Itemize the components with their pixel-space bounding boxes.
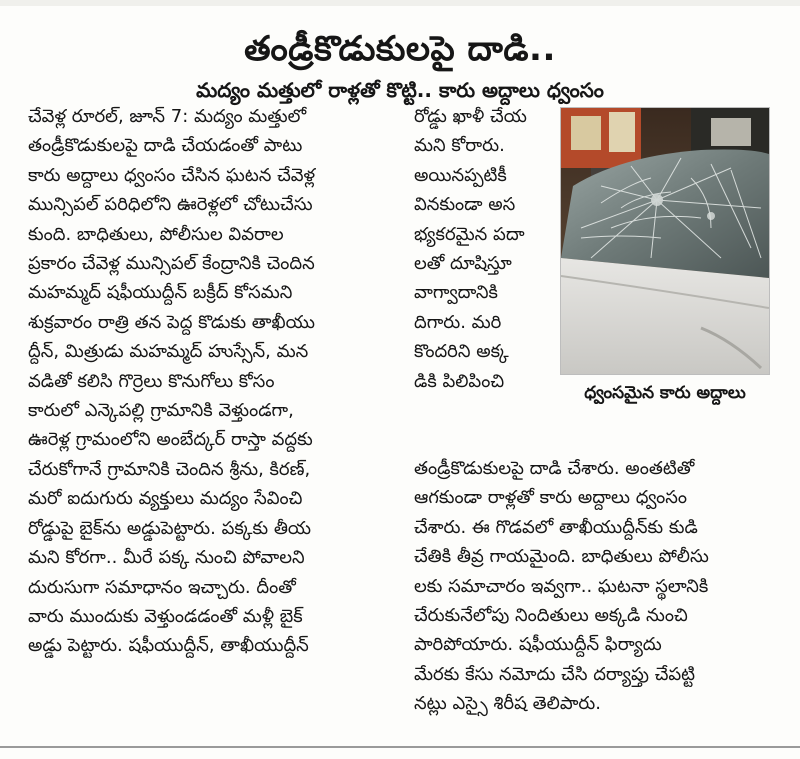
article-text-line: మని కోరగా.. మీరే పక్క నుంచి పోవాలని: [28, 547, 305, 569]
article-text-line: దిగారు. మరి: [414, 311, 502, 333]
clipped-previous-headline-strip: [0, 0, 800, 6]
article-text-line: డికి పిలిపించి: [414, 370, 505, 392]
article-text-line: చేశారు. ఈ గొడవలో తాఖీయుద్దీన్‌కు కుడి: [414, 516, 698, 538]
article-body-bottom-right-column: [414, 454, 774, 719]
article-text-line: మని కోరారు.: [414, 135, 505, 157]
article-text-line: తండ్రీకొడుకులపై దాడి చేశారు. అంతటితో: [414, 458, 695, 479]
article-text-line: లతో దూషిస్తూ: [414, 253, 512, 275]
photo-caption: ధ్వంసమైన కారు అద్దాలు: [584, 383, 746, 403]
article-text-line: వారు ముందుకు వెళ్తుండడంతో మళ్లీ బైక్: [28, 605, 303, 627]
article-text-line: అయినప్పటికీ: [414, 164, 507, 186]
article-text-line: మహమ్మద్ షఫీయుద్దీన్ బక్రీద్ కోసమని: [28, 282, 293, 304]
article-text-line: ద్దీన్, మిత్రుడు మహమ్మద్ హుస్సేన్, మన: [28, 341, 309, 363]
article-headline: తండ్రీకొడుకులపై దాడి..: [244, 28, 556, 69]
article-text-line: వాగ్వాదానికి: [414, 282, 498, 304]
article-text-line: చేతికి తీవ్ర గాయమైంది. బాధితులు పోలీసు: [414, 546, 709, 568]
article-text-line: మరో ఐదుగురు వ్యక్తులు మద్యం సేవించి: [28, 488, 303, 510]
article-text-line: కారులో ఎన్కెపల్లి గ్రామానికి వెళ్తుండగా,: [28, 400, 294, 422]
article-text-line: ఆగకుండా రాళ్లతో కారు అద్దాలు ధ్వంసం: [414, 487, 688, 509]
bottom-rule: [0, 746, 800, 748]
article-text-line: ప్రకారం చేవెళ్ల మున్సిపల్ కేంద్రానికి చెందిన: [28, 253, 315, 275]
article-text-line: చేరుకునేలోపు నిందితులు అక్కడి నుంచి: [414, 605, 688, 627]
article-text-line: నట్లు ఎస్సై శిరీష తెలిపారు.: [414, 693, 602, 715]
article-text-line: భ్యకరమైన పదా: [414, 223, 525, 245]
article-body-middle-column: [414, 102, 554, 396]
article-text-line: కుంది. బాధితులు, పోలీసుల వివరాల: [28, 223, 284, 245]
article-body-left-column: [28, 102, 408, 661]
article-text-line: శుక్రవారం రాత్రి తన పెద్ద కొడుకు తాఖీయు: [28, 311, 315, 333]
article-text-line: చేవెళ్ల రూరల్, జూన్ 7: మద్యం మత్తులో: [28, 106, 307, 127]
article-text-line: మేరకు కేసు నమోదు చేసి దర్యాప్తు చేపట్టి: [414, 663, 696, 685]
article-text-line: కారు అద్దాలు ధ్వంసం చేసిన ఘటన చేవెళ్ల: [28, 164, 316, 186]
article-text-line: తండ్రీకొడుకులపై దాడి చేయడంతో పాటు: [28, 135, 303, 157]
article-text-line: చేరుకోగానే గ్రామానికి చెందిన శ్రీను, కిరణ్,: [28, 458, 311, 480]
article-text-line: కొందరిని అక్క: [414, 341, 509, 363]
article-text-line: రోడ్డు ఖాళీ చేయ: [414, 106, 527, 127]
article-text-line: వినకుండా అస: [414, 194, 516, 216]
article-text-line: ఊరెళ్ల గ్రామంలోని అంబేద్కర్ రాస్తా వద్దకు: [28, 429, 313, 451]
article-text-line: దురుసుగా సమాధానం ఇచ్చారు. దీంతో: [28, 576, 296, 598]
article-text-line: మున్సిపల్ పరిధిలోని ఊరెళ్లలో చోటుచేసు: [28, 194, 313, 216]
article-text-line: పారిపోయారు. షఫీయుద్దీన్ ఫిర్యాదు: [414, 634, 662, 656]
article-subheadline: మద్యం మత్తులో రాళ్లతో కొట్టి.. కారు అద్దాలు ధ్వంసం: [196, 77, 604, 102]
article-text-line: లకు సమాచారం ఇవ్వగా.. ఘటనా స్థలానికి: [414, 575, 709, 597]
broken-windshield-photo: [560, 107, 770, 375]
article-text-line: రోడ్డుపై బైక్‌ను అడ్డుపెట్టారు. పక్కకు తీయ: [28, 517, 312, 539]
article-text-line: వడితో కలిసి గొర్రెలు కొనుగోలు కోసం: [28, 370, 275, 392]
article-text-line: అడ్డు పెట్టారు. షఫీయుద్దీన్, తాఖీయుద్దీన్: [28, 635, 309, 657]
